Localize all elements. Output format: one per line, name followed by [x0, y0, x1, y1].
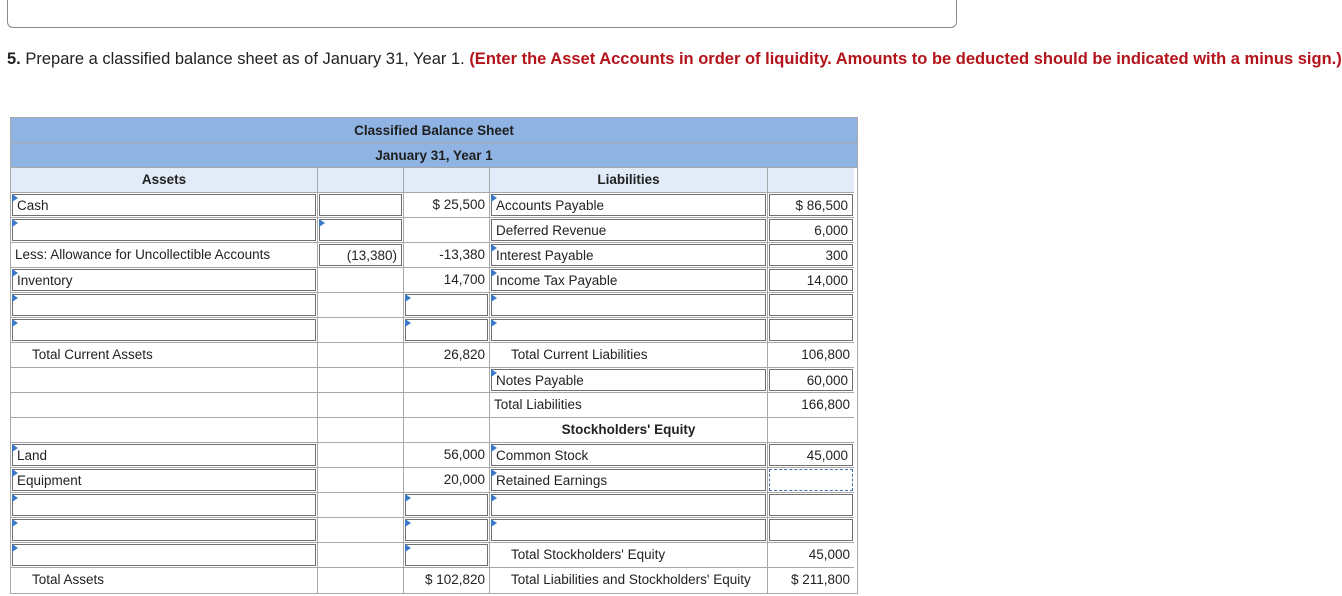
total-liabilities-amount: 166,800: [768, 393, 854, 418]
dropdown-marker-icon: [12, 219, 18, 227]
total-liabilities-and-equity-amount: $ 211,800: [790, 572, 850, 587]
dropdown-marker-icon: [405, 494, 411, 502]
liability-account-cell[interactable]: [490, 368, 768, 393]
asset-sub-amount-cell: [318, 318, 404, 343]
equity-account-input[interactable]: [491, 519, 766, 541]
liability-amount-input[interactable]: $ 86,500: [769, 194, 853, 216]
equity-amount-cell[interactable]: [768, 468, 854, 493]
liability-account-input[interactable]: [491, 319, 766, 341]
total-equity-amount: 45,000: [768, 543, 854, 568]
liability-amount-input[interactable]: 60,000: [769, 369, 853, 391]
liability-account-input[interactable]: Accounts Payable: [491, 194, 766, 216]
liability-amount-cell[interactable]: [768, 243, 854, 268]
asset-account-input[interactable]: Equipment: [12, 469, 316, 491]
asset-amount-cell: [404, 218, 490, 243]
asset-amount-input[interactable]: [405, 294, 488, 316]
dropdown-marker-icon: [491, 319, 497, 327]
stockholders-equity-header: Stockholders' Equity: [490, 418, 768, 443]
asset-account-input[interactable]: [12, 519, 316, 541]
previous-answer-box: [7, 0, 957, 28]
asset-sub-amount-input[interactable]: (13,380): [319, 244, 402, 266]
asset-account-cell[interactable]: [11, 268, 318, 293]
liability-amount-cell[interactable]: [768, 218, 854, 243]
question-note: (Enter the Asset Accounts in order of liquidity. Amounts to be deducted should be indicated with a minus sign.): [469, 50, 1342, 68]
liability-amount-input[interactable]: [769, 294, 853, 316]
dropdown-marker-icon: [12, 494, 18, 502]
liability-amount-cell[interactable]: [768, 268, 854, 293]
header-spacer: [404, 168, 490, 193]
asset-amount-cell: 56,000: [404, 443, 490, 468]
asset-label-cell: [11, 393, 318, 418]
dropdown-marker-icon: [491, 494, 497, 502]
retained-earnings-amount-input[interactable]: [769, 469, 853, 491]
equity-account-cell[interactable]: [490, 468, 768, 493]
balance-sheet-grid: [11, 168, 857, 593]
asset-sub-amount-input[interactable]: [319, 194, 402, 216]
classified-balance-sheet: [10, 117, 858, 594]
equity-amount-cell[interactable]: [768, 443, 854, 468]
asset-amount-cell: [404, 368, 490, 393]
equity-amount-cell[interactable]: [768, 518, 854, 543]
equity-account-cell[interactable]: [490, 518, 768, 543]
asset-label-cell: Less: Allowance for Uncollectible Accounts: [11, 243, 318, 268]
liability-account-cell[interactable]: [490, 193, 768, 218]
total-current-liabilities-amount: 106,800: [768, 343, 854, 368]
dropdown-marker-icon: [491, 244, 497, 252]
dropdown-marker-icon: [405, 319, 411, 327]
total-assets-label: Total Assets: [11, 568, 318, 593]
dropdown-marker-icon: [405, 544, 411, 552]
liability-amount-input[interactable]: 6,000: [769, 219, 853, 241]
asset-sub-amount-cell: [318, 368, 404, 393]
asset-sub-amount-cell[interactable]: [318, 193, 404, 218]
dropdown-marker-icon: [12, 444, 18, 452]
liability-amount-input[interactable]: 300: [769, 244, 853, 266]
asset-sub-amount-cell: [318, 518, 404, 543]
equity-account-cell[interactable]: [490, 443, 768, 468]
dropdown-marker-icon: [12, 544, 18, 552]
asset-account-cell[interactable]: [11, 293, 318, 318]
dropdown-marker-icon: [12, 469, 18, 477]
asset-amount-cell[interactable]: [404, 518, 490, 543]
asset-sub-amount-cell: [318, 293, 404, 318]
liability-account-input[interactable]: Income Tax Payable: [491, 269, 766, 291]
liability-account-cell[interactable]: [490, 293, 768, 318]
equity-amount-input[interactable]: [769, 519, 853, 541]
asset-amount-cell[interactable]: [404, 493, 490, 518]
asset-account-input[interactable]: [12, 294, 316, 316]
dropdown-marker-icon: [491, 294, 497, 302]
total-current-liabilities-label: Total Current Liabilities: [490, 343, 768, 368]
asset-sub-amount-input[interactable]: [319, 219, 402, 241]
dropdown-marker-icon: [491, 194, 497, 202]
liability-amount-input[interactable]: 14,000: [769, 269, 853, 291]
asset-sub-amount-cell: [318, 393, 404, 418]
asset-account-input[interactable]: [12, 319, 316, 341]
equity-account-cell[interactable]: [490, 493, 768, 518]
asset-amount-input[interactable]: [405, 544, 488, 566]
total-liabilities-label: Total Liabilities: [490, 393, 768, 418]
liability-amount-cell[interactable]: [768, 368, 854, 393]
blank-cell: [768, 418, 854, 443]
dropdown-marker-icon: [491, 444, 497, 452]
liability-account-cell[interactable]: [490, 243, 768, 268]
asset-amount-cell: $ 25,500: [404, 193, 490, 218]
liability-account-cell[interactable]: [490, 318, 768, 343]
asset-sub-amount-cell: [318, 343, 404, 368]
dropdown-marker-icon: [491, 269, 497, 277]
asset-sub-amount-cell[interactable]: [318, 218, 404, 243]
equity-amount-input[interactable]: 45,000: [769, 444, 853, 466]
asset-account-input[interactable]: Inventory: [12, 269, 316, 291]
asset-sub-amount-cell: [318, 493, 404, 518]
asset-account-cell[interactable]: [11, 518, 318, 543]
total-assets-amount: $ 102,820: [404, 568, 490, 593]
asset-account-input[interactable]: Cash: [12, 194, 316, 216]
dropdown-marker-icon: [405, 294, 411, 302]
asset-sub-amount-cell: [318, 468, 404, 493]
asset-account-cell[interactable]: [11, 468, 318, 493]
total-current-assets-label: Total Current Assets: [11, 343, 318, 368]
asset-amount-input[interactable]: [405, 519, 488, 541]
dropdown-marker-icon: [319, 219, 325, 227]
liability-amount-cell[interactable]: [768, 193, 854, 218]
asset-account-cell[interactable]: [11, 218, 318, 243]
asset-account-cell[interactable]: [11, 443, 318, 468]
asset-amount-input[interactable]: [405, 494, 488, 516]
dropdown-marker-icon: [12, 319, 18, 327]
dropdown-marker-icon: [12, 269, 18, 277]
asset-amount-cell[interactable]: [404, 293, 490, 318]
sheet-date: January 31, Year 1: [11, 143, 857, 168]
asset-account-input[interactable]: Land: [12, 444, 316, 466]
dropdown-marker-icon: [491, 469, 497, 477]
header-spacer: [768, 168, 854, 193]
asset-label-cell: [11, 368, 318, 393]
header-spacer: [318, 168, 404, 193]
total-current-assets-amount: 26,820: [404, 343, 490, 368]
asset-account-input[interactable]: [12, 219, 316, 241]
equity-account-input[interactable]: [491, 494, 766, 516]
asset-sub-amount-cell[interactable]: [318, 243, 404, 268]
liability-account-cell[interactable]: [490, 218, 768, 243]
equity-account-input[interactable]: Retained Earnings: [491, 469, 766, 491]
asset-amount-cell: [404, 393, 490, 418]
asset-sub-amount-cell: [318, 543, 404, 568]
equity-account-input[interactable]: Common Stock: [491, 444, 766, 466]
equity-amount-input[interactable]: [769, 494, 853, 516]
asset-sub-amount-cell: [318, 443, 404, 468]
asset-account-cell[interactable]: [11, 318, 318, 343]
liability-account-input[interactable]: [491, 294, 766, 316]
question-text: Prepare a classified balance sheet as of January 31, Year 1.: [20, 50, 470, 68]
liability-amount-cell[interactable]: [768, 293, 854, 318]
blank-cell: [318, 418, 404, 443]
asset-account-cell[interactable]: [11, 493, 318, 518]
liability-account-cell[interactable]: [490, 268, 768, 293]
dropdown-marker-icon: [405, 519, 411, 527]
dropdown-marker-icon: [491, 369, 497, 377]
blank-cell: [318, 568, 404, 593]
total-liabilities-and-equity-label: Total Liabilities and Stockholders' Equity: [490, 568, 768, 593]
question-instructions: [7, 49, 1342, 70]
dropdown-marker-icon: [491, 519, 497, 527]
asset-amount-cell[interactable]: [404, 318, 490, 343]
asset-account-cell[interactable]: [11, 193, 318, 218]
liability-account-input[interactable]: Notes Payable: [491, 369, 766, 391]
asset-account-input[interactable]: [12, 494, 316, 516]
liability-account-input[interactable]: Interest Payable: [491, 244, 766, 266]
asset-amount-cell[interactable]: [404, 543, 490, 568]
asset-sub-amount-cell: [318, 268, 404, 293]
blank-cell: [11, 418, 318, 443]
liability-account-input[interactable]: Deferred Revenue: [491, 219, 766, 241]
asset-account-cell[interactable]: [11, 543, 318, 568]
liabilities-header: Liabilities: [490, 168, 768, 193]
sheet-title: Classified Balance Sheet: [11, 118, 857, 143]
assets-header: Assets: [11, 168, 318, 193]
asset-account-input[interactable]: [12, 544, 316, 566]
equity-amount-cell[interactable]: [768, 493, 854, 518]
question-number: 5.: [7, 50, 21, 68]
asset-amount-cell: 14,700: [404, 268, 490, 293]
liability-amount-input[interactable]: [769, 319, 853, 341]
dropdown-marker-icon: [12, 294, 18, 302]
dropdown-marker-icon: [12, 519, 18, 527]
blank-cell: [404, 418, 490, 443]
asset-amount-cell: 20,000: [404, 468, 490, 493]
liability-amount-cell[interactable]: [768, 318, 854, 343]
asset-amount-cell: -13,380: [404, 243, 490, 268]
asset-amount-input[interactable]: [405, 319, 488, 341]
dropdown-marker-icon: [12, 194, 18, 202]
total-equity-label: Total Stockholders' Equity: [490, 543, 768, 568]
